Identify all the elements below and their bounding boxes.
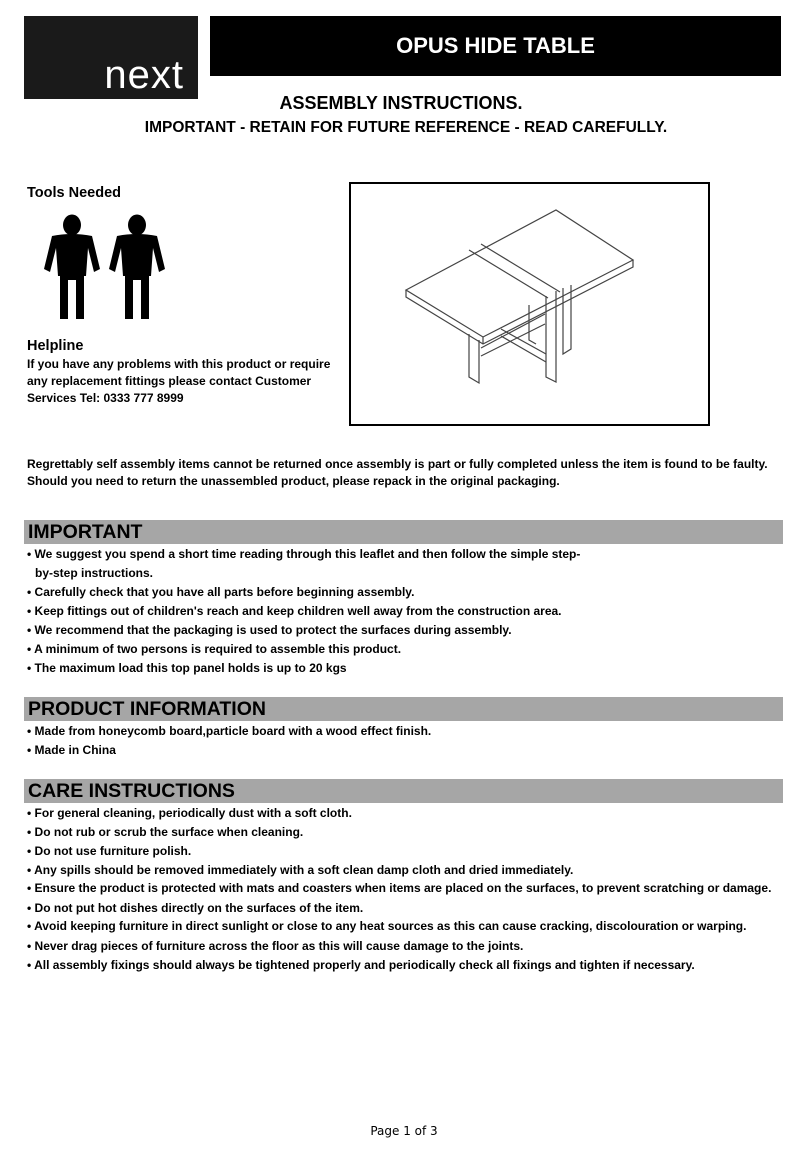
section-product-info-title: PRODUCT INFORMATION — [28, 698, 266, 720]
section-product-info-header — [24, 697, 783, 721]
helpline-heading: Helpline — [27, 338, 84, 354]
tools-heading: Tools Needed — [27, 185, 121, 201]
list-item: • We recommend that the packaging is used to protect the surfaces during assembly. — [27, 623, 512, 637]
section-important-header — [24, 520, 783, 544]
list-item: • Ensure the product is protected with mats and coasters when items are placed on the surfaces, to prevent scratching or damage. — [27, 881, 772, 895]
list-item: • Any spills should be removed immediately with a soft clean damp cloth and dried immediately. — [27, 863, 574, 877]
page-number: Page 1 of 3 — [370, 1124, 438, 1138]
brand-logo — [24, 16, 198, 99]
list-item: • Avoid keeping furniture in direct sunlight or close to any heat sources as this can cause cracking, discolouration or warping. — [27, 919, 747, 933]
list-item: • Do not use furniture polish. — [27, 844, 192, 858]
section-important-title: IMPORTANT — [28, 521, 143, 543]
product-title-bar — [210, 16, 781, 76]
document-subtitle: ASSEMBLY INSTRUCTIONS. — [279, 93, 523, 113]
retain-notice: IMPORTANT - RETAIN FOR FUTURE REFERENCE - READ CAREFULLY. — [144, 119, 668, 136]
list-item: • A minimum of two persons is required to assemble this product. — [27, 642, 402, 656]
list-item: • Do not rub or scrub the surface when cleaning. — [27, 825, 304, 839]
list-item: • Do not put hot dishes directly on the surfaces of the item. — [27, 901, 364, 915]
product-title: OPUS HIDE TABLE — [396, 33, 595, 58]
section-care-title: CARE INSTRUCTIONS — [28, 780, 235, 802]
two-persons-icon — [40, 214, 170, 322]
product-image-frame — [349, 182, 710, 426]
important-list — [27, 545, 779, 678]
list-item: • We suggest you spend a short time reading through this leaflet and then follow the simple step- — [27, 547, 581, 561]
list-item: by-step instructions. — [35, 566, 154, 580]
list-item: • Made in China — [27, 743, 116, 757]
list-item: • Never drag pieces of furniture across the floor as this will cause damage to the joints. — [27, 939, 524, 953]
list-item: • Made from honeycomb board,particle board with a wood effect finish. — [27, 724, 432, 738]
section-care-header — [24, 779, 783, 803]
care-list — [27, 804, 779, 975]
product-info-list — [27, 722, 779, 760]
list-item: • Carefully check that you have all parts before beginning assembly. — [27, 585, 415, 599]
list-item: • All assembly fixings should always be tightened properly and periodically check all fixings and tighten if necessary. — [27, 958, 695, 972]
list-item: • The maximum load this top panel holds is up to 20 kgs — [27, 661, 347, 675]
list-item: • For general cleaning, periodically dust with a soft cloth. — [27, 806, 352, 820]
helpline-text: If you have any problems with this product or require any replacement fittings please contact Customer Services Tel: 0333 777 8999 — [27, 357, 331, 405]
returns-disclaimer: Regrettably self assembly items cannot be returned once assembly is part or fully completed unless the item is found to be faulty. Should you need to return the unassembled product, please repack in the original packaging. — [27, 457, 768, 488]
list-item: • Keep fittings out of children's reach and keep children well away from the construction area. — [27, 604, 562, 618]
brand-logo-text: next — [104, 53, 184, 97]
drop-leaf-table-illustration — [351, 184, 708, 424]
